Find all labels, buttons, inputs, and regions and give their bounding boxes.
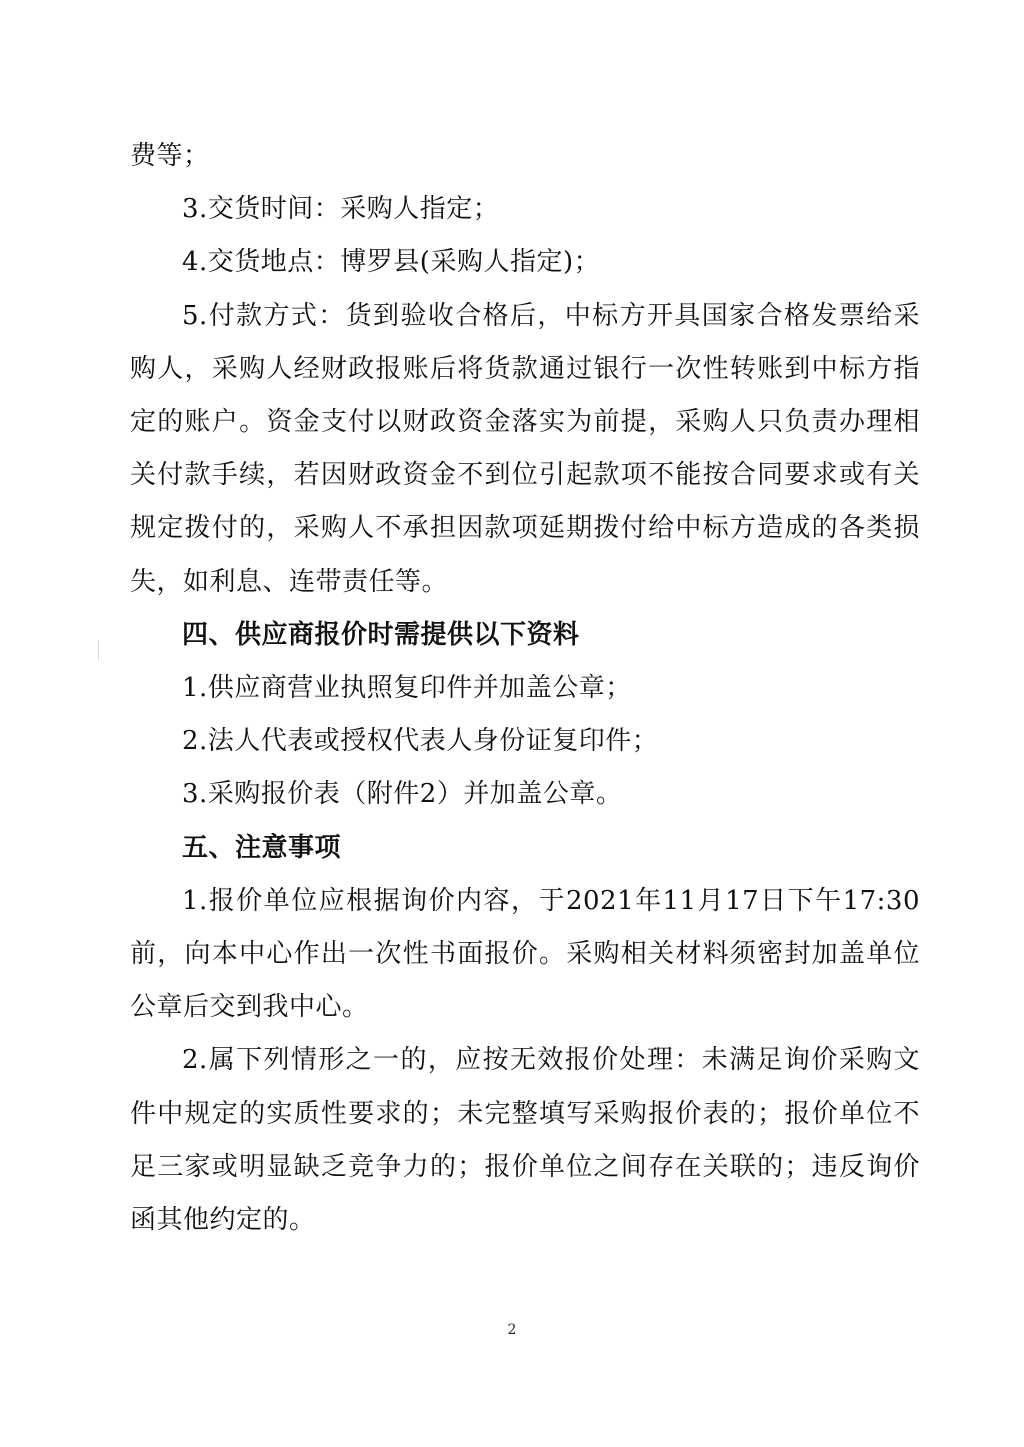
paragraph-delivery-time: 3.交货时间：采购人指定；	[182, 194, 500, 225]
paragraph-business-license: 1.供应商营业执照复印件并加盖公章；	[182, 673, 632, 704]
document-body	[130, 130, 920, 1247]
paragraph-quotation-deadline: 1.报价单位应根据询价内容，于2021年11月17日下午17:30前，向本中心作出一次性书面报价。采购相关材料须密封加盖单位公章后交到我中心。	[130, 885, 920, 1023]
section-heading-supplier-materials: 四、供应商报价时需提供以下资料	[182, 619, 580, 650]
paragraph-quotation-form: 3.采购报价表（附件2）并加盖公章。	[182, 779, 623, 810]
paragraph-continuation: 费等；	[130, 141, 210, 171]
paragraph-invalid-quotation: 2.属下列情形之一的，应按无效报价处理：未满足询价采购文件中规定的实质性要求的；未完整填写采购报价表的；报价单位不足三家或明显缺乏竞争力的；报价单位之间存在关联的；违反询价函其他约定的。	[130, 1045, 920, 1236]
paragraph-delivery-location: 4.交货地点：博罗县(采购人指定)；	[182, 247, 601, 278]
scan-artifact	[98, 640, 99, 660]
paragraph-payment-method: 5.付款方式：货到验收合格后，中标方开具国家合格发票给采购人，采购人经财政报账后将货款通过银行一次性转账到中标方指定的账户。资金支付以财政资金落实为前提，采购人只负责办理相关付款手续，若因财政资金不到位引起款项不能按合同要求或有关规定拨付的，采购人不承担因款项延期拨付给中标方造成的各类损失，如利息、连带责任等。	[130, 300, 920, 597]
page-number: 2	[507, 1322, 517, 1338]
section-heading-notes: 五、注意事项	[182, 832, 342, 863]
paragraph-id-copy: 2.法人代表或授权代表人身份证复印件；	[182, 726, 659, 757]
